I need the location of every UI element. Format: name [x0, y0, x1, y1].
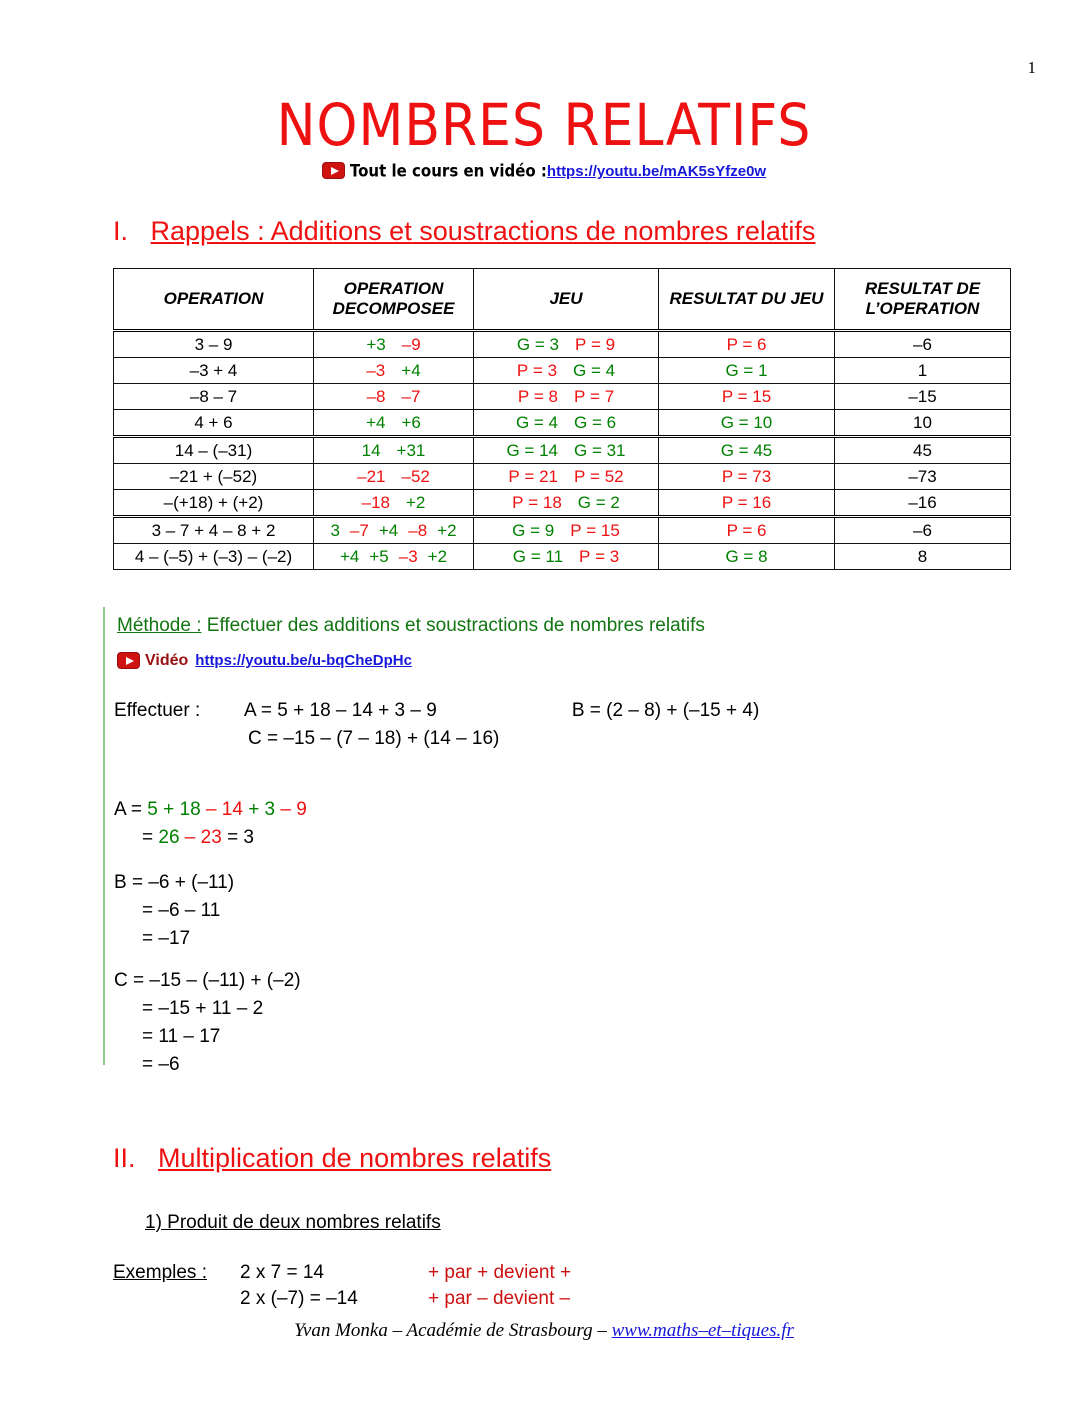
cell-operation: –21 + (–52): [114, 464, 314, 490]
value-token: G = 11: [512, 546, 564, 566]
cell-jeu: [474, 490, 659, 517]
cell-jeu: [474, 358, 659, 384]
table-header-operation-decomposee: OPERATION DECOMPOSEE: [314, 269, 474, 331]
value-token: G = 3: [516, 334, 559, 354]
effectuer-label: Effectuer :: [114, 700, 201, 721]
cell-resultat-du-jeu: P = 15: [659, 384, 835, 410]
value-token: – 14: [205, 799, 249, 820]
example-2-expression: 2 x (–7) = –14: [240, 1288, 358, 1309]
cell-operation-decomposee: [314, 464, 474, 490]
expression-b: B = (2 – 8) + (–15 + 4): [571, 700, 760, 721]
value-token: –8: [366, 386, 386, 406]
section-2-heading: [113, 1143, 551, 1174]
solution-a-line2-prefix: =: [142, 827, 159, 848]
section-1-title: Rappels : Additions et soustractions de nombres relatifs: [150, 216, 816, 246]
page-number: 1: [1027, 58, 1036, 77]
solution-c-line-4: = –6: [142, 1054, 180, 1075]
youtube-play-icon: [322, 162, 345, 179]
example-1-rule: + par + devient +: [428, 1262, 572, 1283]
value-token: G = 2: [577, 492, 620, 512]
table-row: [114, 384, 1011, 410]
cell-resultat-du-jeu: G = 45: [659, 437, 835, 464]
operations-table: [113, 268, 1011, 570]
value-token: +2: [405, 492, 426, 512]
value-token: +6: [401, 412, 421, 432]
cell-resultat-du-jeu: G = 10: [659, 410, 835, 437]
value-token: P = 9: [574, 334, 616, 354]
header-video-link[interactable]: https://youtu.be/mAK5sYfze0w: [546, 163, 767, 180]
value-token: +2: [437, 520, 457, 540]
cell-resultat-du-jeu: P = 6: [659, 331, 835, 358]
value-token: P = 3: [579, 546, 620, 566]
document-title: NOMBRES RELATIFS: [276, 92, 812, 160]
value-token: P = 52: [574, 466, 624, 486]
cell-operation-decomposee: [314, 410, 474, 437]
table-row: [114, 490, 1011, 517]
cell-operation: –8 – 7: [114, 384, 314, 410]
cell-operation: –(+18) + (+2): [114, 490, 314, 517]
cell-jeu: [474, 544, 659, 570]
value-token: –8: [408, 520, 428, 540]
value-token: +3: [366, 334, 386, 354]
value-token: –21: [357, 466, 386, 486]
value-token: – 9: [280, 799, 307, 820]
cell-resultat-du-jeu: P = 6: [659, 517, 835, 544]
table-row: [114, 358, 1011, 384]
method-video-link[interactable]: https://youtu.be/u-bqCheDpHc: [195, 652, 412, 669]
value-token: G = 4: [573, 360, 616, 380]
value-token: P = 7: [574, 386, 615, 406]
cell-operation-decomposee: [314, 437, 474, 464]
cell-resultat-du-jeu: G = 8: [659, 544, 835, 570]
value-token: –3: [398, 546, 418, 566]
cell-jeu: [474, 410, 659, 437]
value-token: P = 18: [512, 492, 562, 512]
value-token: –18: [361, 492, 390, 512]
solution-c-line-3: = 11 – 17: [142, 1026, 221, 1047]
value-token: –9: [401, 334, 421, 354]
cell-operation: 3 – 9: [114, 331, 314, 358]
footer-link[interactable]: www.maths–et–tiques.fr: [611, 1320, 794, 1341]
cell-operation-decomposee: [314, 384, 474, 410]
value-token: +5: [369, 546, 389, 566]
value-token: 26: [158, 827, 185, 848]
subsection-1-title: 1) Produit de deux nombres relatifs: [145, 1212, 441, 1233]
cell-operation-decomposee: [314, 490, 474, 517]
cell-resultat-du-jeu: P = 73: [659, 464, 835, 490]
section-1-heading: [113, 216, 815, 247]
cell-operation: –3 + 4: [114, 358, 314, 384]
table-body: [114, 331, 1011, 570]
section-2-title: Multiplication de nombres relatifs: [158, 1143, 552, 1173]
table-header-resultat-de-l-operation: RESULTAT DE L’OPERATION: [835, 269, 1011, 331]
value-token: G = 6: [574, 412, 617, 432]
value-token: +31: [396, 440, 426, 460]
value-token: = 3: [227, 827, 255, 848]
solution-b-line-3: = –17: [142, 928, 191, 949]
value-token: G = 31: [574, 440, 626, 460]
solution-a-expression: [147, 799, 307, 820]
table-row: [114, 544, 1011, 570]
table-header-jeu: JEU: [474, 269, 659, 331]
value-token: +2: [427, 546, 448, 566]
cell-operation-decomposee: [314, 331, 474, 358]
cell-operation: 4 – (–5) + (–3) – (–2): [114, 544, 314, 570]
example-2-rule: + par – devient –: [428, 1288, 571, 1309]
solution-a-line-1: [114, 799, 307, 821]
expression-a: A = 5 + 18 – 14 + 3 – 9: [244, 700, 437, 721]
solution-c-line-1: C = –15 – (–11) + (–2): [114, 970, 301, 991]
value-token: +4: [378, 520, 399, 540]
cell-operation-decomposee: [314, 358, 474, 384]
cell-resultat-de-l-operation: –16: [835, 490, 1011, 517]
cell-resultat-de-l-operation: 8: [835, 544, 1011, 570]
value-token: 5 + 18: [147, 799, 206, 820]
method-video-line: [117, 652, 412, 670]
value-token: –52: [401, 466, 430, 486]
value-token: + 3: [248, 799, 281, 820]
exemples-label-text: Exemples :: [113, 1262, 207, 1283]
exemples-label: [113, 1262, 207, 1284]
cell-resultat-du-jeu: G = 1: [659, 358, 835, 384]
method-title-text: Effectuer des additions et soustractions de nombres relatifs: [201, 615, 705, 636]
method-video-label: Vidéo: [145, 652, 189, 669]
cell-resultat-de-l-operation: –6: [835, 331, 1011, 358]
solution-c-line-2: = –15 + 11 – 2: [142, 998, 264, 1019]
value-token: P = 8: [517, 386, 558, 406]
method-label: Méthode :: [117, 615, 202, 636]
value-token: 3: [330, 520, 340, 540]
cell-resultat-de-l-operation: –15: [835, 384, 1011, 410]
cell-resultat-de-l-operation: 1: [835, 358, 1011, 384]
section-2-number: II.: [113, 1143, 136, 1173]
value-token: +4: [401, 360, 421, 380]
value-token: –7: [401, 386, 421, 406]
value-token: 14: [361, 440, 381, 460]
cell-resultat-de-l-operation: –73: [835, 464, 1011, 490]
cell-jeu: [474, 384, 659, 410]
value-token: +4: [366, 412, 386, 432]
solution-b-line-1: B = –6 + (–11): [114, 872, 235, 893]
table-row: [114, 410, 1011, 437]
table-header-operation: OPERATION: [114, 269, 314, 331]
solution-a-result: [158, 827, 254, 848]
cell-resultat-de-l-operation: –6: [835, 517, 1011, 544]
footer: [0, 1320, 1088, 1342]
value-token: – 23: [184, 827, 228, 848]
cell-jeu: [474, 464, 659, 490]
method-block: [103, 607, 1003, 1075]
youtube-play-icon: [117, 652, 140, 669]
table-header-row: [114, 269, 1011, 331]
cell-jeu: [474, 517, 659, 544]
value-token: P = 21: [508, 466, 558, 486]
cell-jeu: [474, 437, 659, 464]
cell-operation: 14 – (–31): [114, 437, 314, 464]
expression-c: C = –15 – (7 – 18) + (14 – 16): [248, 728, 500, 749]
value-token: G = 9: [512, 520, 555, 540]
solution-a-line-2: [114, 827, 254, 849]
example-1-expression: 2 x 7 = 14: [240, 1262, 324, 1283]
header-video-label: Tout le cours en vidéo :: [349, 160, 547, 182]
solution-b-line-2: = –6 – 11: [142, 900, 221, 921]
cell-resultat-du-jeu: P = 16: [659, 490, 835, 517]
table-row: [114, 464, 1011, 490]
cell-operation: 4 + 6: [114, 410, 314, 437]
cell-operation-decomposee: [314, 544, 474, 570]
table-header-resultat-du-jeu: RESULTAT DU JEU: [659, 269, 835, 331]
value-token: P = 3: [516, 360, 558, 380]
value-token: G = 14: [506, 440, 558, 460]
cell-jeu: [474, 331, 659, 358]
table-row: [114, 517, 1011, 544]
value-token: P = 15: [570, 520, 620, 540]
cell-operation: 3 – 7 + 4 – 8 + 2: [114, 517, 314, 544]
cell-operation-decomposee: [314, 517, 474, 544]
footer-text: Yvan Monka – Académie de Strasbourg –: [294, 1320, 612, 1341]
section-1-number: I.: [113, 216, 129, 246]
value-token: +4: [339, 546, 360, 566]
table-row: [114, 331, 1011, 358]
cell-resultat-de-l-operation: 10: [835, 410, 1011, 437]
header-video-line: [0, 162, 1088, 180]
value-token: G = 4: [515, 412, 558, 432]
method-title: [117, 615, 705, 637]
solution-a-prefix: A =: [114, 799, 148, 820]
value-token: –3: [366, 360, 386, 380]
value-token: –7: [349, 520, 369, 540]
expression-c-row: [248, 728, 499, 750]
table-row: [114, 437, 1011, 464]
effectuer-row: [114, 700, 759, 722]
cell-resultat-de-l-operation: 45: [835, 437, 1011, 464]
